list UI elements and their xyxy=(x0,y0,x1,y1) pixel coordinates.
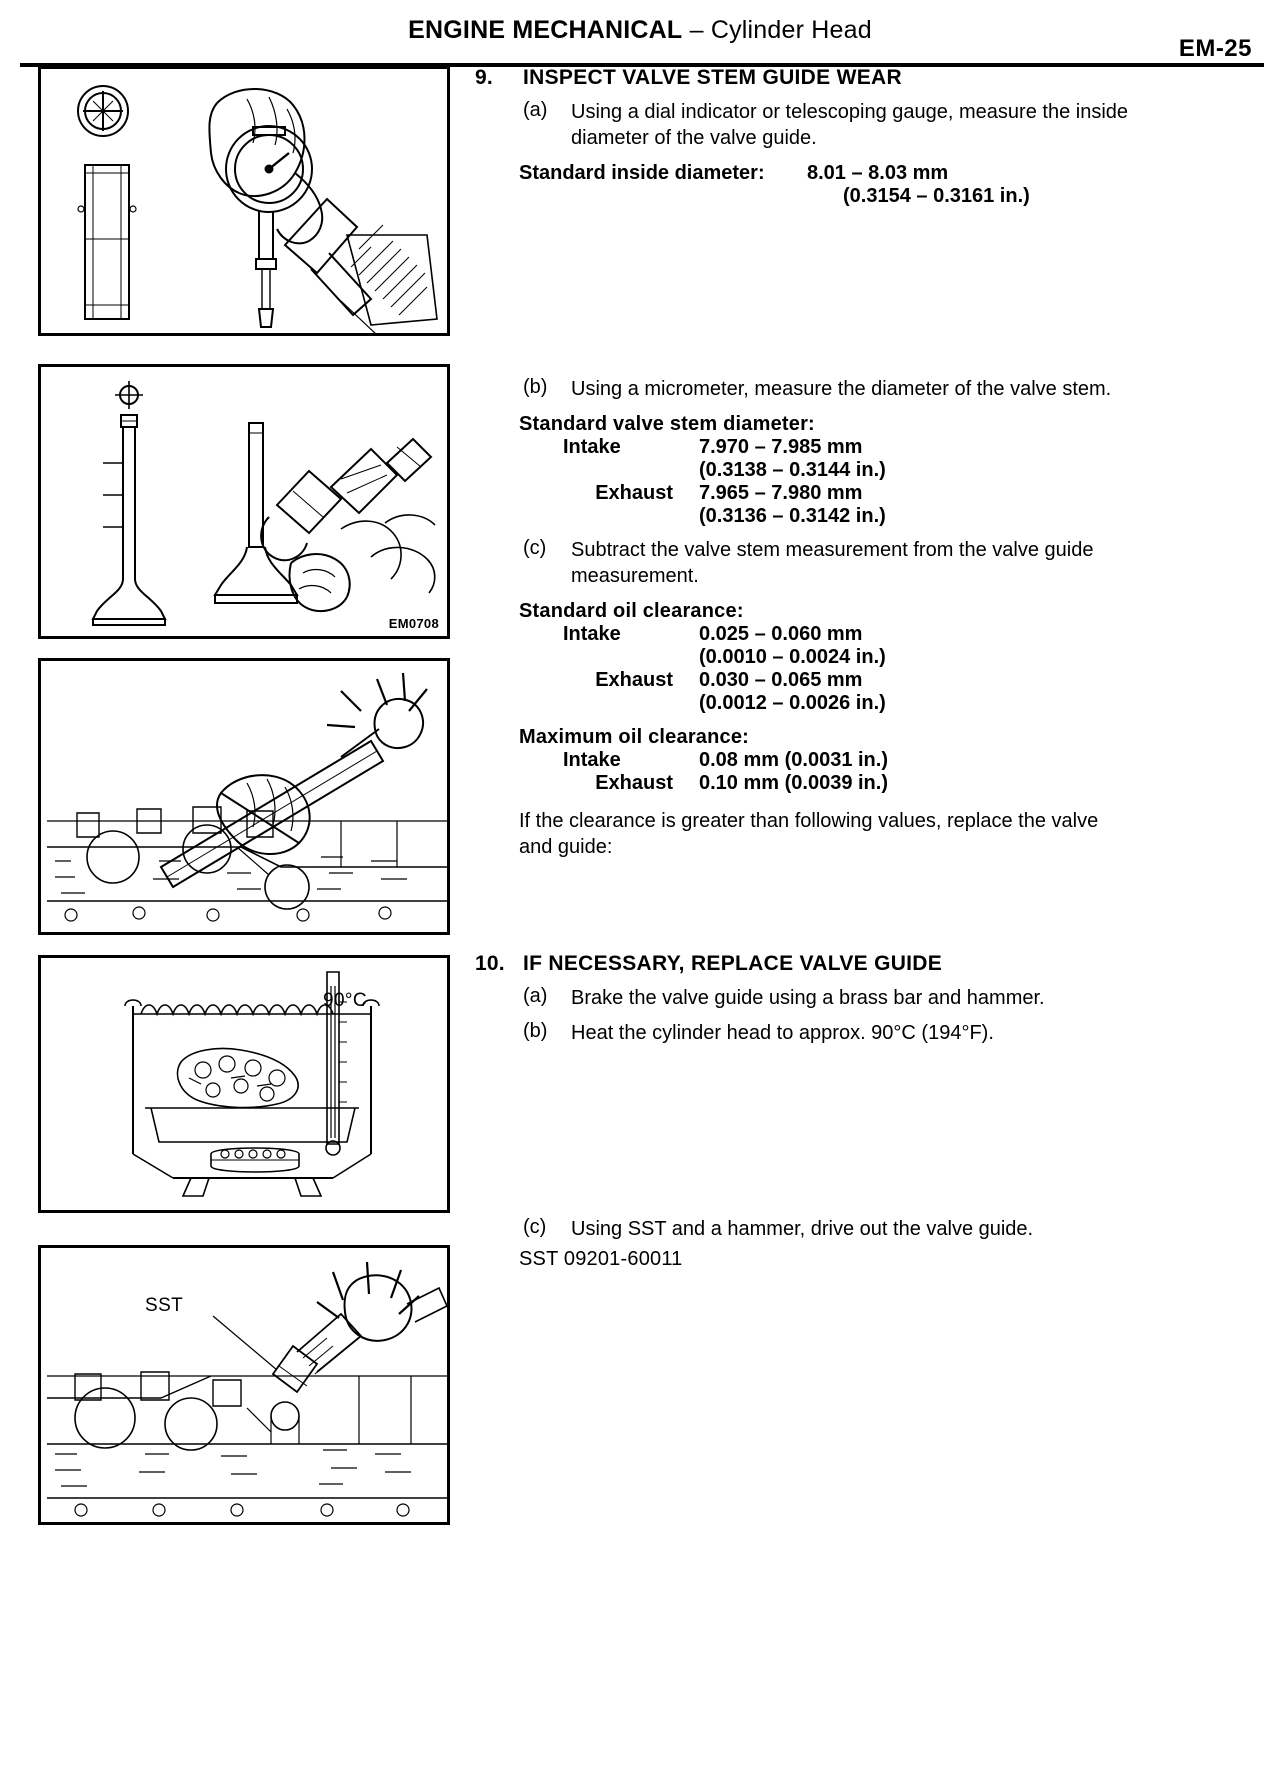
page-number: EM-25 xyxy=(1178,35,1252,62)
spec-inside-diameter-mm: 8.01 – 8.03 mm xyxy=(807,162,949,184)
cylinder-head-heating-figure xyxy=(38,955,450,1213)
page-title xyxy=(0,16,1280,45)
step-10-item-a-mark: (a) xyxy=(523,985,548,1007)
step-10-item-b-text: Heat the cylinder head to approx. 90°C (194°F). xyxy=(571,1022,994,1044)
spec-max-oil-clearance-intake-name: Intake xyxy=(563,749,621,771)
spec-std-oil-clearance-intake-mm: 0.025 – 0.060 mm xyxy=(699,623,863,645)
step-9-item-c-mark: (c) xyxy=(523,537,547,559)
step-10-item-c-text: Using SST and a hammer, drive out the valve guide. xyxy=(571,1218,1034,1240)
figure-label-temperature: 90°C xyxy=(323,990,368,1011)
step-9-item-b-mark: (b) xyxy=(523,376,548,398)
valve-stem-micrometer-figure xyxy=(38,364,450,639)
spec-stem-diameter-intake xyxy=(519,436,1265,459)
spec-max-oil-clearance-exhaust-name: Exhaust xyxy=(595,772,673,794)
spec-stem-diameter-intake-inch: (0.3138 – 0.3144 in.) xyxy=(699,459,886,481)
step-9-item-a-mark: (a) xyxy=(523,99,548,121)
spec-max-oil-clearance-intake-value: 0.08 mm (0.0031 in.) xyxy=(699,749,888,771)
valve-guide-dial-indicator-figure xyxy=(38,66,450,336)
spec-max-oil-clearance-exhaust-value: 0.10 mm (0.0039 in.) xyxy=(699,772,888,794)
spec-stem-diameter-exhaust-mm: 7.965 – 7.980 mm xyxy=(699,482,863,504)
step-10-number: 10. xyxy=(475,952,505,975)
spec-std-oil-clearance-exhaust-name: Exhaust xyxy=(595,669,673,691)
step-9-item-a xyxy=(475,99,1265,151)
step-9-closing-note: If the clearance is greater than following values, replace the valve and guide: xyxy=(519,810,1099,858)
spec-max-oil-clearance-intake xyxy=(519,749,1265,772)
spec-std-oil-clearance-intake xyxy=(519,623,1265,646)
spec-stem-diameter-exhaust xyxy=(519,482,1265,505)
step-10-item-b-mark: (b) xyxy=(523,1020,548,1042)
spec-std-oil-clearance-exhaust-mm: 0.030 – 0.065 mm xyxy=(699,669,863,691)
spec-std-oil-clearance-exhaust xyxy=(519,669,1265,692)
figure-code: EM0708 xyxy=(388,616,439,631)
step-10-item-a-text: Brake the valve guide using a brass bar and hammer. xyxy=(571,987,1045,1009)
spec-stem-diameter-label: Standard valve stem diameter: xyxy=(519,413,815,435)
spec-std-oil-clearance-exhaust-inch: (0.0012 – 0.0026 in.) xyxy=(699,692,886,714)
spec-std-oil-clearance-intake-inch: (0.0010 – 0.0024 in.) xyxy=(699,646,886,668)
page-title-dash: – xyxy=(689,16,704,44)
step-9-item-c-text: Subtract the valve stem measurement from the valve guide measurement. xyxy=(571,539,1094,587)
step-9-item-b xyxy=(475,376,1265,402)
spec-stem-diameter-intake-mm: 7.970 – 7.985 mm xyxy=(699,436,863,458)
spec-std-oil-clearance-intake-name: Intake xyxy=(563,623,621,645)
sst-part-number: SST 09201-60011 xyxy=(519,1248,683,1270)
step-9-heading xyxy=(475,66,1265,90)
step-10-item-b xyxy=(475,1020,1265,1046)
page-title-main: ENGINE MECHANICAL xyxy=(408,16,683,44)
step-10-item-c xyxy=(475,1216,1265,1242)
spec-stem-diameter-exhaust-name: Exhaust xyxy=(595,482,673,504)
spec-std-oil-clearance-label: Standard oil clearance: xyxy=(519,600,744,622)
spec-inside-diameter-inch: (0.3154 – 0.3161 in.) xyxy=(843,185,1030,207)
spec-inside-diameter xyxy=(519,162,1265,185)
sst-drive-out-valve-guide-figure xyxy=(38,1245,450,1525)
step-10-item-c-mark: (c) xyxy=(523,1216,547,1238)
instruction-content xyxy=(475,66,1265,1271)
page-title-section: Cylinder Head xyxy=(710,16,872,44)
spec-max-oil-clearance-exhaust xyxy=(519,772,1265,795)
spec-max-oil-clearance-label: Maximum oil clearance: xyxy=(519,726,750,748)
step-10-heading xyxy=(475,952,1265,976)
page-header xyxy=(0,16,1280,62)
spec-stem-diameter-intake-name: Intake xyxy=(563,436,621,458)
step-9-item-b-text: Using a micrometer, measure the diameter of the valve stem. xyxy=(571,378,1112,400)
step-10-item-a xyxy=(475,985,1265,1011)
spec-stem-diameter-exhaust-inch: (0.3136 – 0.3142 in.) xyxy=(699,505,886,527)
figure-label-sst: SST xyxy=(145,1295,184,1316)
step-9-title: INSPECT VALVE STEM GUIDE WEAR xyxy=(523,66,902,89)
step-9-item-c xyxy=(475,537,1265,589)
step-9-item-a-text: Using a dial indicator or telescoping gauge, measure the inside diameter of the valve guide. xyxy=(571,101,1129,149)
step-9-number: 9. xyxy=(475,66,493,89)
valve-rocking-check-figure xyxy=(38,658,450,935)
step-10-title: IF NECESSARY, REPLACE VALVE GUIDE xyxy=(523,952,943,975)
spec-inside-diameter-label: Standard inside diameter: xyxy=(519,162,765,184)
